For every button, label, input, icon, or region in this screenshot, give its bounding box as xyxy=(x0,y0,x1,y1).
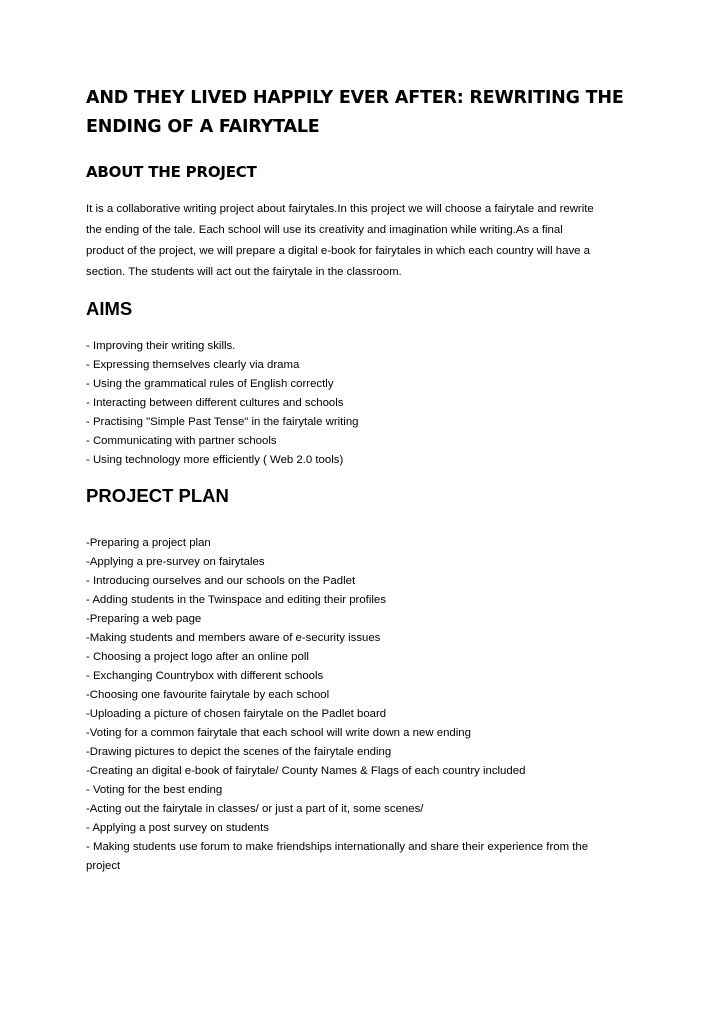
aims-list xyxy=(86,337,646,470)
aims-item: - Expressing themselves clearly via drama xyxy=(86,359,300,371)
plan-item: -Choosing one favourite fairytale by each school xyxy=(86,689,330,701)
plan-item: -Voting for a common fairytale that each school will write down a new ending xyxy=(86,727,471,739)
plan-item: - Making students use forum to make friendships internationally and share their experience from the xyxy=(86,841,589,853)
plan-item: - Exchanging Countrybox with different schools xyxy=(86,670,324,682)
about-line: the ending of the tale. Each school will use its creativity and imagination while writing.As a final xyxy=(86,224,563,236)
plan-item: -Preparing a project plan xyxy=(86,537,211,549)
plan-item: -Preparing a web page xyxy=(86,613,202,625)
aims-item: - Interacting between different cultures and schools xyxy=(86,397,344,409)
plan-item: -Creating an digital e-book of fairytale/ County Names & Flags of each country included xyxy=(86,765,526,777)
about-paragraph xyxy=(86,199,646,283)
plan-item: - Voting for the best ending xyxy=(86,784,223,796)
plan-item: - Adding students in the Twinspace and editing their profiles xyxy=(86,594,386,606)
aims-item: - Using the grammatical rules of English correctly xyxy=(86,378,334,390)
plan-item: - Introducing ourselves and our schools on the Padlet xyxy=(86,575,356,587)
aims-item: - Using technology more efficiently ( Web 2.0 tools) xyxy=(86,454,344,466)
plan-item: - Choosing a project logo after an online poll xyxy=(86,651,309,663)
about-heading: ABOUT THE PROJECT xyxy=(86,163,257,181)
plan-item: -Making students and members aware of e-security issues xyxy=(86,632,381,644)
aims-item: - Communicating with partner schools xyxy=(86,435,277,447)
project-plan-heading: PROJECT PLAN xyxy=(86,485,229,506)
document-title: AND THEY LIVED HAPPILY EVER AFTER: REWRITING THE ENDING OF A FAIRYTALE xyxy=(86,88,624,137)
plan-item: -Applying a pre-survey on fairytales xyxy=(86,556,265,568)
about-line: It is a collaborative writing project about fairytales.In this project we will choose a fairytale and rewrite xyxy=(86,203,594,215)
plan-item: -Uploading a picture of chosen fairytale on the Padlet board xyxy=(86,708,387,720)
aims-item: - Improving their writing skills. xyxy=(86,340,236,352)
about-line: product of the project, we will prepare a digital e-book for fairytales in which each country will have a xyxy=(86,245,590,257)
aims-heading: AIMS xyxy=(86,298,133,319)
about-line: section. The students will act out the fairytale in the classroom. xyxy=(86,266,402,278)
aims-item: - Practising "Simple Past Tense" in the fairytale writing xyxy=(86,416,359,428)
plan-item: -Acting out the fairytale in classes/ or just a part of it, some scenes/ xyxy=(86,803,424,815)
plan-item: - Applying a post survey on students xyxy=(86,822,269,834)
project-plan-list xyxy=(86,534,646,876)
plan-item: project xyxy=(86,860,121,872)
plan-item: -Drawing pictures to depict the scenes of the fairytale ending xyxy=(86,746,392,758)
